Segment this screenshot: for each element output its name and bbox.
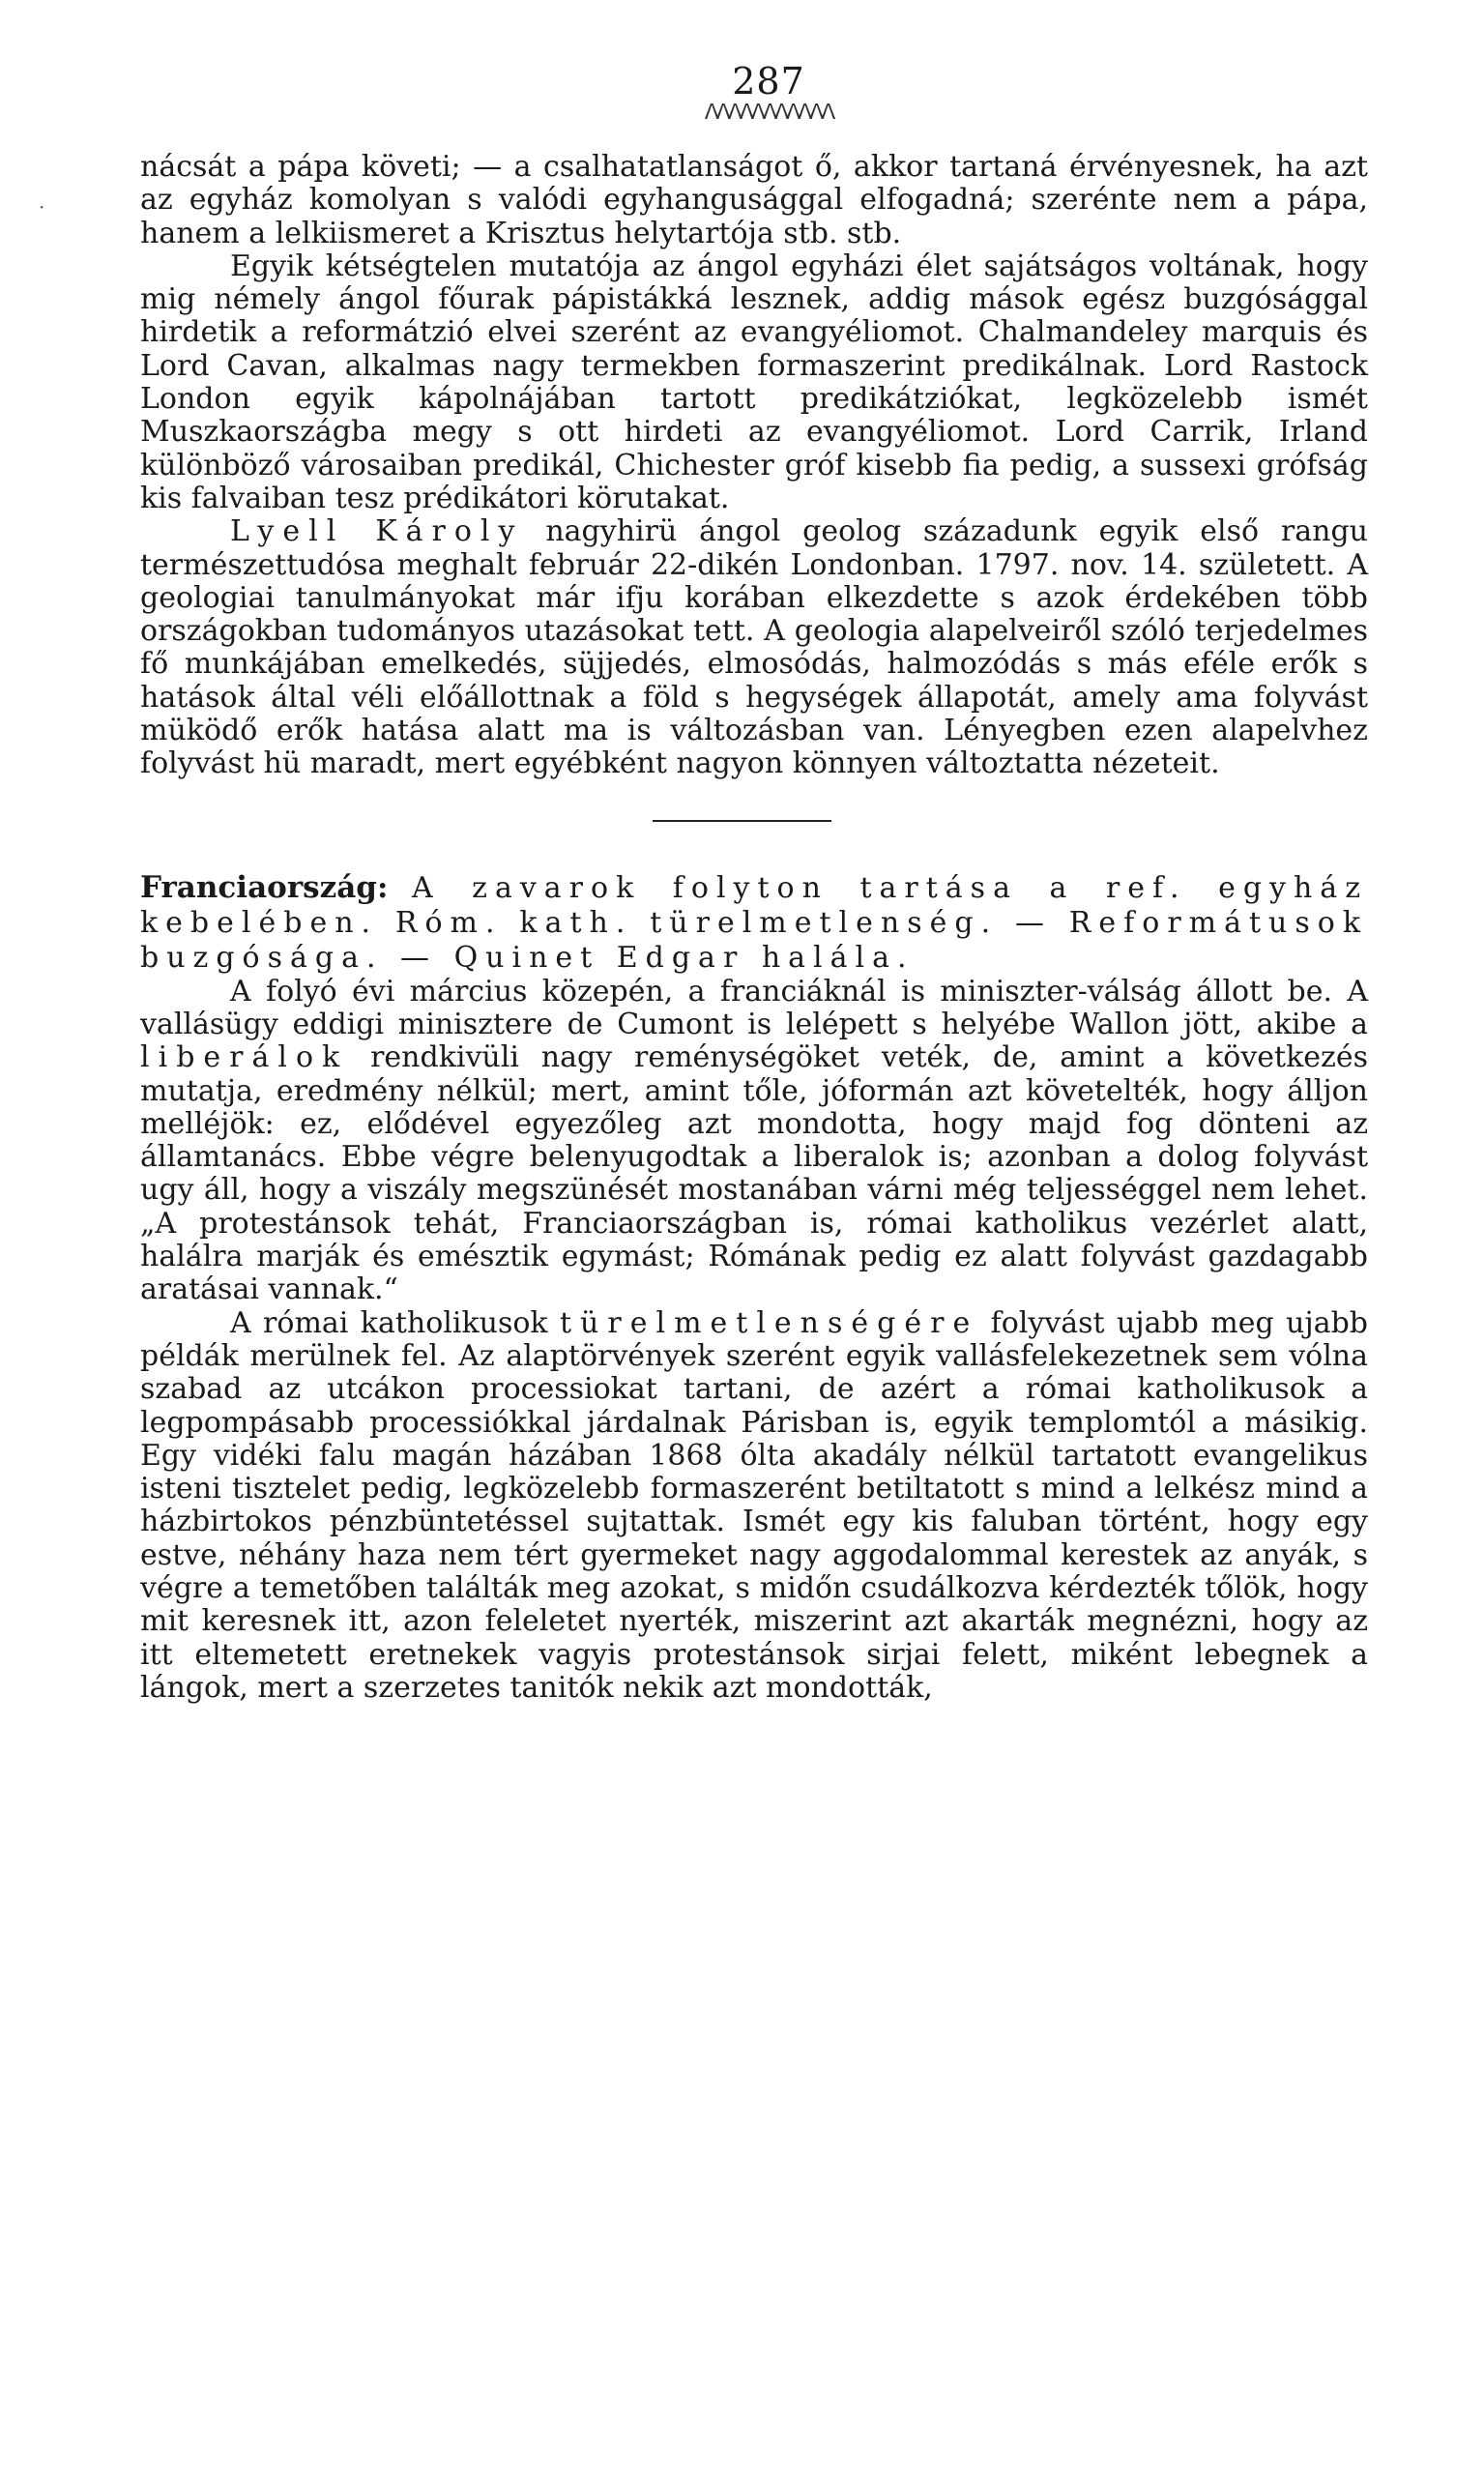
- paragraph-ministry-crisis: [140, 976, 1368, 1307]
- paragraph-lyell: [140, 515, 1368, 780]
- section-heading: [140, 870, 1368, 976]
- paragraph-lyell-text: nagyhirü ángol geolog századunk egyik első rangu természettudósa meghalt február 22-dikén Londonban. 1797. nov. 14. született. A geologiai tanulmányokat már ifju korában elkezdette s azok érdekében több országokban tudományos utazásokat tett. A geologia alapelveiről szóló terjedelmes fő munkájában emelkedés, süjjedés, elmosódás, halmozódás s más eféle erők s hatások által véli előállottnak a föld s hegységek állapotát, amely ama folyvást müködő erők hatása alatt ma is változásban van. Lényegben ezen alapelvhez folyvást hü maradt, mert egyébként nagyon könnyen változtatta nézeteit.: [140, 514, 1368, 781]
- book-page: [140, 58, 1368, 1705]
- page-number: 287: [732, 60, 805, 102]
- section-body-text: [140, 976, 1368, 1706]
- margin-mark: ·: [39, 195, 45, 219]
- paragraph-intolerance-text-a: A római katholikusok: [230, 1305, 560, 1340]
- section-subjects: A zavarok folyton tartása a ref. egyház kebelében. Róm. kath. türelmetlenség. — Reformátusok buzgósága. — Quinet Edgar halála.: [140, 870, 1368, 975]
- paragraph-intolerance: [140, 1307, 1368, 1706]
- section-country: Franciaország:: [140, 869, 389, 905]
- paragraph-english-church: Egyik kétségtelen mutatója az ángol egyházi élet sajátságos voltának, hogy mig némely ángol főurak pápistákká lesznek, addig mások egész buzgósággal hirdetik a reformátzió elvei szerént az evangyéliomot. Chalmandeley marquis és Lord Cavan, alkalmas nagy termekben formaszerint predikálnak. Lord Rastock London egyik kápolnájában tartott predikátziókat, legközelebb ismét Muszkaországba megy s ott hirdeti az evangyéliomot. Lord Carrik, Irland különböző városaiban predikál, Chichester gróf kisebb fia pedig, a sussexi grófság kis falvaiban tesz prédikátori körutakat.: [140, 248, 1368, 515]
- emphasis-liberals: liberálok: [140, 1040, 349, 1075]
- body-text: [140, 151, 1368, 781]
- emphasis-intolerance: türelmetlenségére: [560, 1305, 979, 1340]
- paragraph-ministry-text-a: A folyó évi március közepén, a franciáknál is miniszter-válság állott be. A vallásügy eddigi minisztere de Cumont is lelépett s helyébe Wallon jött, akibe a: [140, 974, 1368, 1041]
- paragraph-continuation: nácsát a pápa követi; — a csalhatatlanságot ő, akkor tartaná érvényesnek, ha azt az egyház komolyan s valódi egyhangusággal elfogadná; szerénte nem a pápa, hanem a lelkiismeret a Krisztus helytartója stb. stb.: [140, 150, 1368, 250]
- page-number-ornament: ᐱᐱᐱᐱᐱᐱᐱᐱᐱᐱᐱ: [704, 101, 833, 125]
- paragraph-intolerance-text-b: folyvást ujabb meg ujabb példák merülnek fel. Az alaptörvények szerént egyik vallásfelekezetnek sem vólna szabad az utcákon processiokat tartani, de azért a római katholikusok a legpompásabb processiókkal járdalnak Párisban is, egyik templomtól a másikig. Egy vidéki falu magán házában 1868 ólta akadály nélkül tartatott evangelikus isteni tisztelet pedig, legközelebb formaszerént betiltatott s mind a lelkész mind a házbirtokos pénzbüntetéssel sujtattak. Ismét egy kis faluban történt, hogy egy estve, néhány haza nem tért gyermeket nagy aggodalommal kerestek az anyák, s végre a temetőben találták meg azokat, s midőn csudálkozva kérdezték tőlök, hogy mit keresnek itt, azon feleletet nyerték, miszerint azt akarták megnézni, hogy az itt eltemetett eretnekek vagyis protestánsok sirjai felett, miként lebegnek a lángok, mert a szerzetes tanitók nekik azt mondották,: [140, 1305, 1368, 1705]
- section-divider: [653, 820, 831, 822]
- paragraph-ministry-text-b: rendkivüli nagy reménységöket veték, de, amint a következés mutatja, eredmény nélkül; mert, amint tőle, jóformán azt követelték, hogy álljon melléjök: ez, elődével egyezőleg azt mondotta, hogy majd fog dönteni az államtanács. Ebbe végre belenyugodtak a liberalok is; azonban a dolog folyvást ugy áll, hogy a viszály megszünését mostanában várni még teljességgel nem lehet. „A protestánsok tehát, Franciaországban is, római katholikus vezérlet alatt, halálra marják és emésztik egymást; Rómának pedig ez alatt folyvást gazdagabb aratásai vannak.“: [140, 1040, 1368, 1307]
- person-name-lyell: Lyell Károly: [230, 514, 524, 549]
